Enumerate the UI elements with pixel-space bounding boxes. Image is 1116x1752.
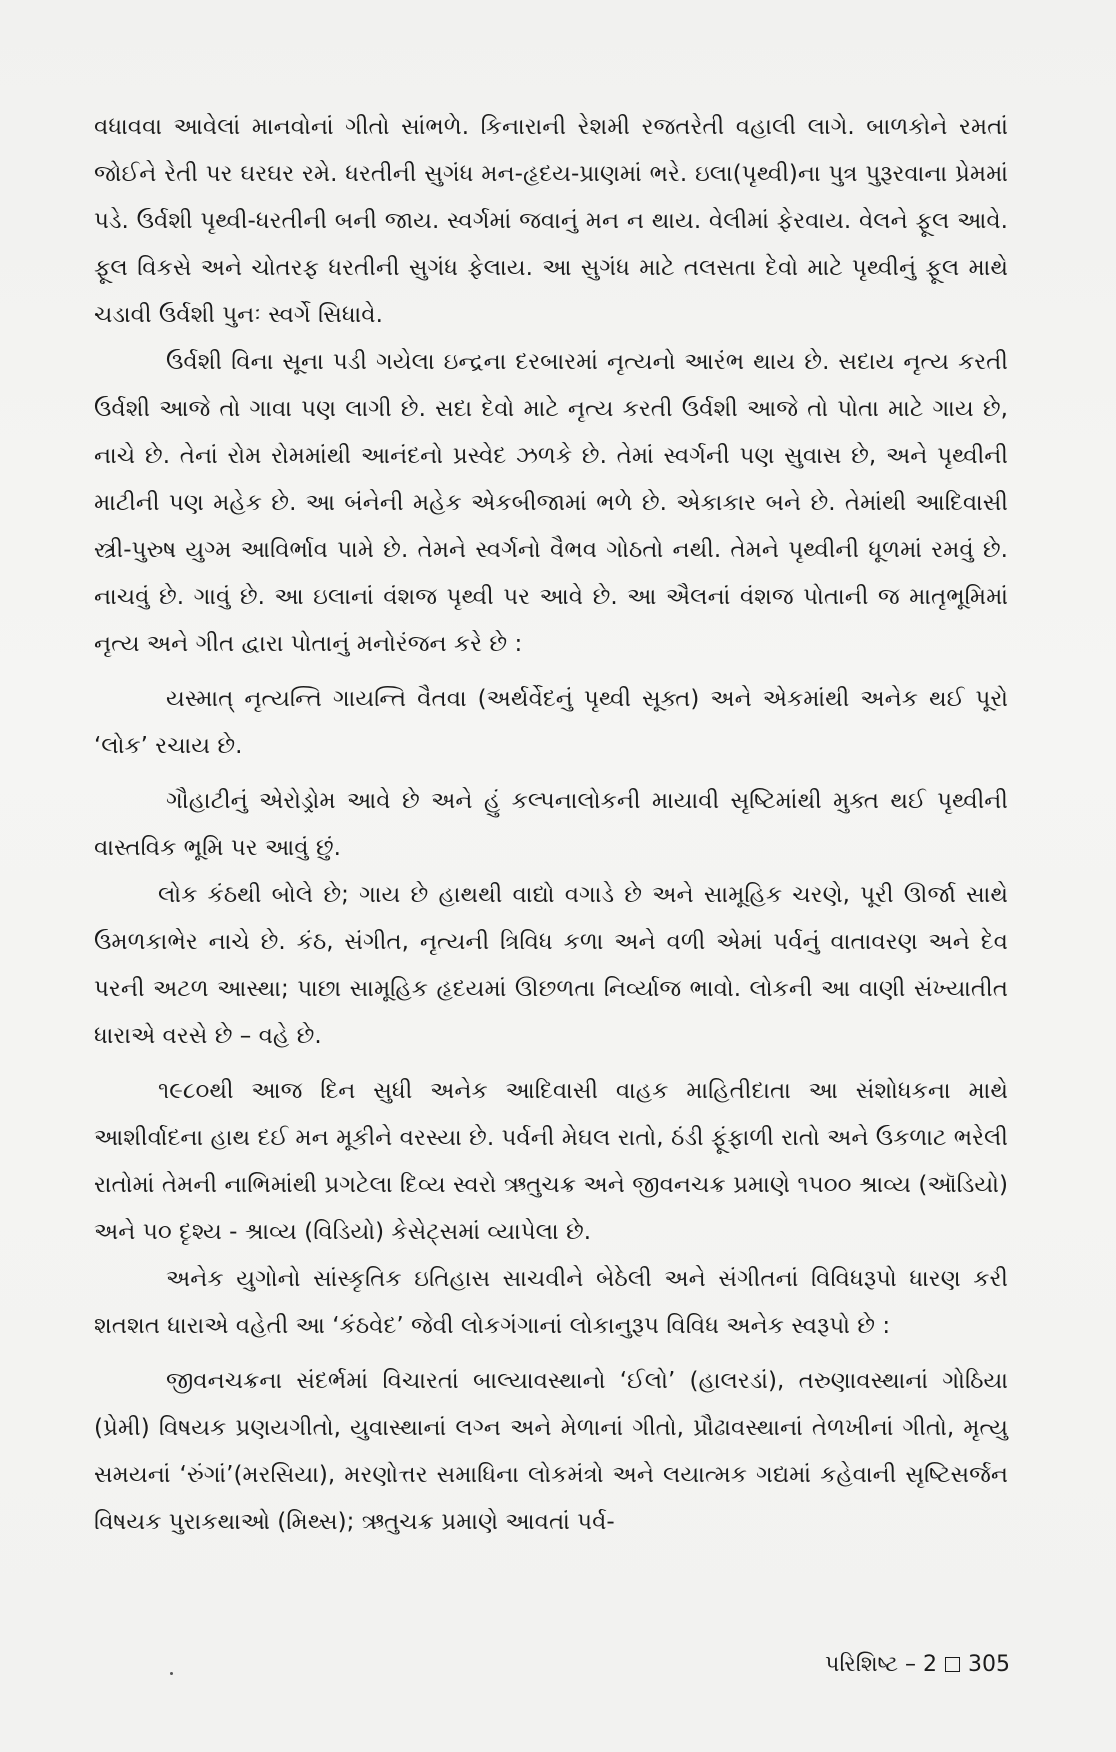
square-box-icon bbox=[945, 1657, 960, 1672]
footer-section-label: પરિશિષ્ટ – 2 bbox=[825, 1652, 937, 1677]
paragraph-1: વધાવવા આવેલાં માનવોનાં ગીતો સાંભળે. કિનારાની રેશમી રજતરેતી વહાલી લાગે. બાળકોને રમતાં જોઈને રેતી પર ઘરઘર રમે. ધરતીની સુગંધ મન-હૃદય-પ્રાણમાં ભરે. ઇલા(પૃથ્વી)ના પુત્ર પુરૂરવાના પ્રેમમાં પડે. ઉર્વશી પૃથ્વી-ધરતીની બની જાય. સ્વર્ગમાં જવાનું મન ન થાય. વેલીમાં ફેરવાય. વેલને ફૂલ આવે. ફૂલ વિકસે અને ચોતરફ ધરતીની સુગંધ ફેલાય. આ સુગંધ માટે તલસતા દેવો માટે પૃથ્વીનું ફૂલ માથે ચડાવી ઉર્વશી પુનઃ સ્વર્ગે સિધાવે. bbox=[94, 114, 1008, 328]
paper-speck bbox=[170, 1672, 173, 1675]
paragraph-7: અનેક યુગોનો સાંસ્કૃતિક ઇતિહાસ સાચવીને બેઠેલી અને સંગીતનાં વિવિધરૂપો ધારણ કરી શતશત ધારાએ વહેતી આ ‘કંઠવેદ’ જેવી લોકગંગાનાં લોકાનુરૂપ વિવિધ અનેક સ્વરૂપો છે : bbox=[94, 1266, 1008, 1339]
body-text bbox=[94, 104, 1008, 1546]
page-number: 305 bbox=[968, 1652, 1010, 1677]
paragraph-4: ગૌહાટીનું એરોડ્રોમ આવે છે અને હું કલ્પનાલોકની માયાવી સૃષ્ટિમાંથી મુક્ત થઈ પૃથ્વીની વાસ્તવિક ભૂમિ પર આવું છું. bbox=[94, 788, 1008, 861]
paragraph-5: લોક કંઠથી બોલે છે; ગાય છે હાથથી વાદ્યો વગાડે છે અને સામૂહિક ચરણે, પૂરી ઊર્જા સાથે ઉમળકાભેર નાચે છે. કંઠ, સંગીત, નૃત્યની ત્રિવિધ કળા અને વળી એમાં પર્વનું વાતાવરણ અને દેવ પરની અટળ આસ્થા; પાછા સામૂહિક હૃદયમાં ઊછળતા નિર્વ્યાજ ભાવો. લોકની આ વાણી સંખ્યાતીત ધારાએ વરસે છે – વહે છે. bbox=[94, 882, 1008, 1049]
paragraph-3: યસ્માત્ નૃત્યન્તિ ગાયન્તિ વૈતવા (અર્થર્વેદનું પૃથ્વી સૂક્ત) અને એકમાંથી અનેક થઈ પૂરો ‘લોક’ રચાય છે. bbox=[94, 686, 1008, 759]
paragraph-2: ઉર્વશી વિના સૂના પડી ગયેલા ઇન્દ્રના દરબારમાં નૃત્યનો આરંભ થાય છે. સદાય નૃત્ય કરતી ઉર્વશી આજે તો ગાવા પણ લાગી છે. સદા દેવો માટે નૃત્ય કરતી ઉર્વશી આજે તો પોતા માટે ગાય છે, નાચે છે. તેનાં રોમ રોમમાંથી આનંદનો પ્રસ્વેદ ઝળકે છે. તેમાં સ્વર્ગની પણ સુવાસ છે, અને પૃથ્વીની માટીની પણ મહેક છે. આ બંનેની મહેક એકબીજામાં ભળે છે. એકાકાર બને છે. તેમાંથી આદિવાસી સ્ત્રી-પુરુષ યુગ્મ આવિર્ભાવ પામે છે. તેમને સ્વર્ગનો વૈભવ ગોઠતો નથી. તેમને પૃથ્વીની ધૂળમાં રમવું છે. નાચવું છે. ગાવું છે. આ ઇલાનાં વંશજ પૃથ્વી પર આવે છે. આ ઐલનાં વંશજ પોતાની જ માતૃભૂમિમાં નૃત્ય અને ગીત દ્વારા પોતાનું મનોરંજન કરે છે : bbox=[94, 349, 1008, 657]
paragraph-8: જીવનચક્રના સંદર્ભમાં વિચારતાં બાલ્યાવસ્થાનો ‘ઈલો’ (હાલરડાં), તરુણાવસ્થાનાં ગોઠિયા (પ્રેમી) વિષયક પ્રણયગીતો, યુવાસ્થાનાં લગ્ન અને મેળાનાં ગીતો, પ્રૌઢાવસ્થાનાં તેળખીનાં ગીતો, મૃત્યુ સમયનાં ‘રુંગાં’(મરસિયા), મરણોત્તર સમાધિના લોકમંત્રો અને લયાત્મક ગદ્યમાં કહેવાની સૃષ્ટિસર્જન વિષયક પુરાકથાઓ (મિથ્સ); ઋતુચક્ર પ્રમાણે આવતાં પર્વ- bbox=[94, 1368, 1008, 1535]
page-footer bbox=[825, 1652, 1010, 1677]
paragraph-6: ૧૯૮૦થી આજ દિન સુધી અનેક આદિવાસી વાહક માહિતીદાતા આ સંશોધકના માથે આશીર્વાદના હાથ દઈ મન મૂકીને વરસ્યા છે. પર્વની મેઘલ રાતો, ઠંડી ફૂંફાળી રાતો અને ઉકળાટ ભરેલી રાતોમાં તેમની નાભિમાંથી પ્રગટેલા દિવ્ય સ્વરો ઋતુચક્ર અને જીવનચક્ર પ્રમાણે ૧૫૦૦ શ્રાવ્ય (ઑડિયો) અને ૫૦ દૃશ્ય - શ્રાવ્ય (વિડિયો) કેસેટ્સમાં વ્યાપેલા છે. bbox=[94, 1078, 1008, 1245]
